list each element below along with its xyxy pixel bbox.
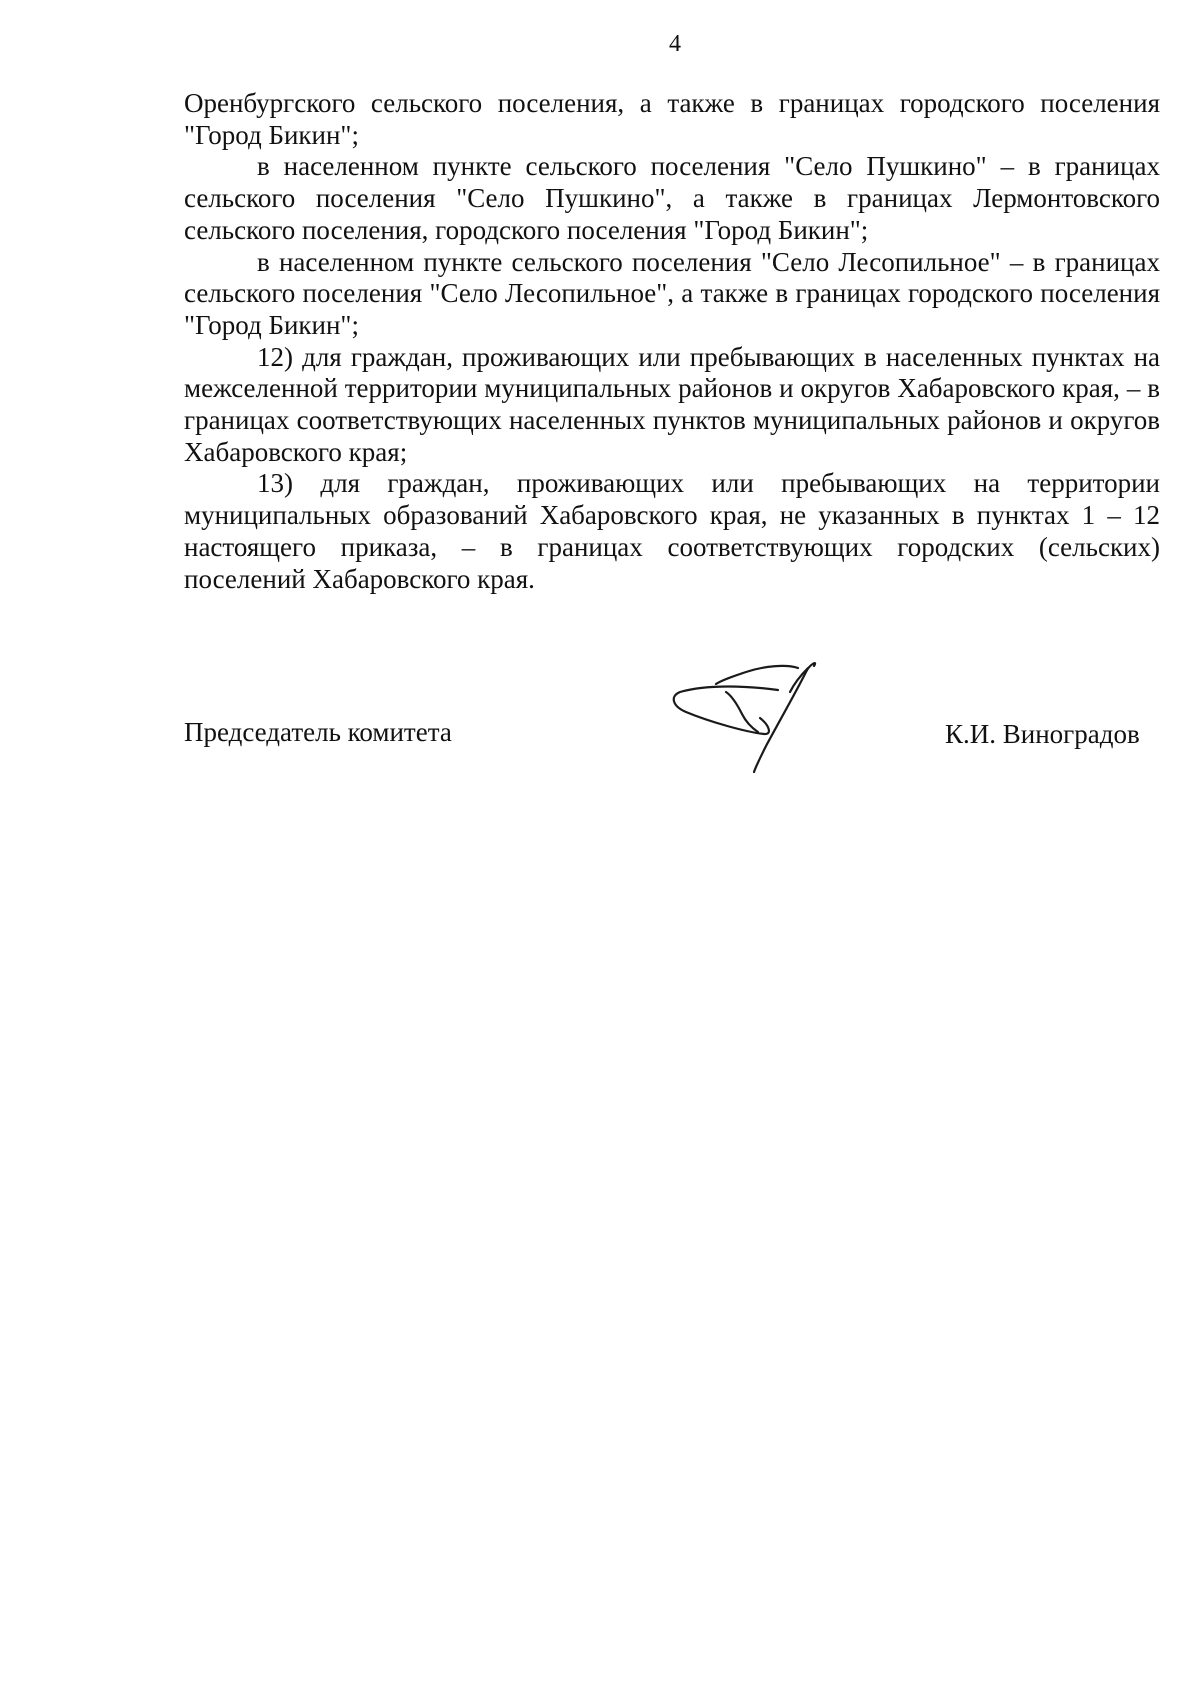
signatory-position: Председатель комитета: [184, 717, 452, 747]
signature-block: [0, 640, 1200, 770]
paragraph-item-13: 13) для граждан, проживающих или пребывающих на территории муниципальных образований Хабаровского края, не указанных в пунктах 1 – 12 настоящего приказа, – в границах соответствующих городских (сельских) поселений Хабаровского края.: [184, 468, 1160, 594]
paragraph-selo-lesopilnoe: в населенном пункте сельского поселения "Село Лесопильное" – в границах сельского поселения "Село Лесопильное", а также в границах городского поселения "Город Бикин";: [184, 246, 1160, 340]
paragraph-selo-pushkino: в населенном пункте сельского поселения "Село Пушкино" – в границах сельского поселения "Село Пушкино", а также в границах Лермонтовского сельского поселения, городского поселения "Город Бикин";: [184, 151, 1160, 245]
paragraph-continuation: Оренбургского сельского поселения, а также в границах городского поселения "Город Бикин";: [184, 88, 1160, 150]
paragraph-item-12: 12) для граждан, проживающих или пребывающих в населенных пунктах на межселенной территории муниципальных районов и округов Хабаровского края, – в границах соответствующих населенных пунктов муниципальных районов и округов Хабаровского края;: [184, 341, 1160, 467]
handwritten-signature-icon: [668, 662, 832, 774]
document-body: [184, 88, 1160, 595]
signatory-name: К.И. Виноградов: [945, 719, 1140, 749]
page-number: 4: [669, 31, 681, 57]
